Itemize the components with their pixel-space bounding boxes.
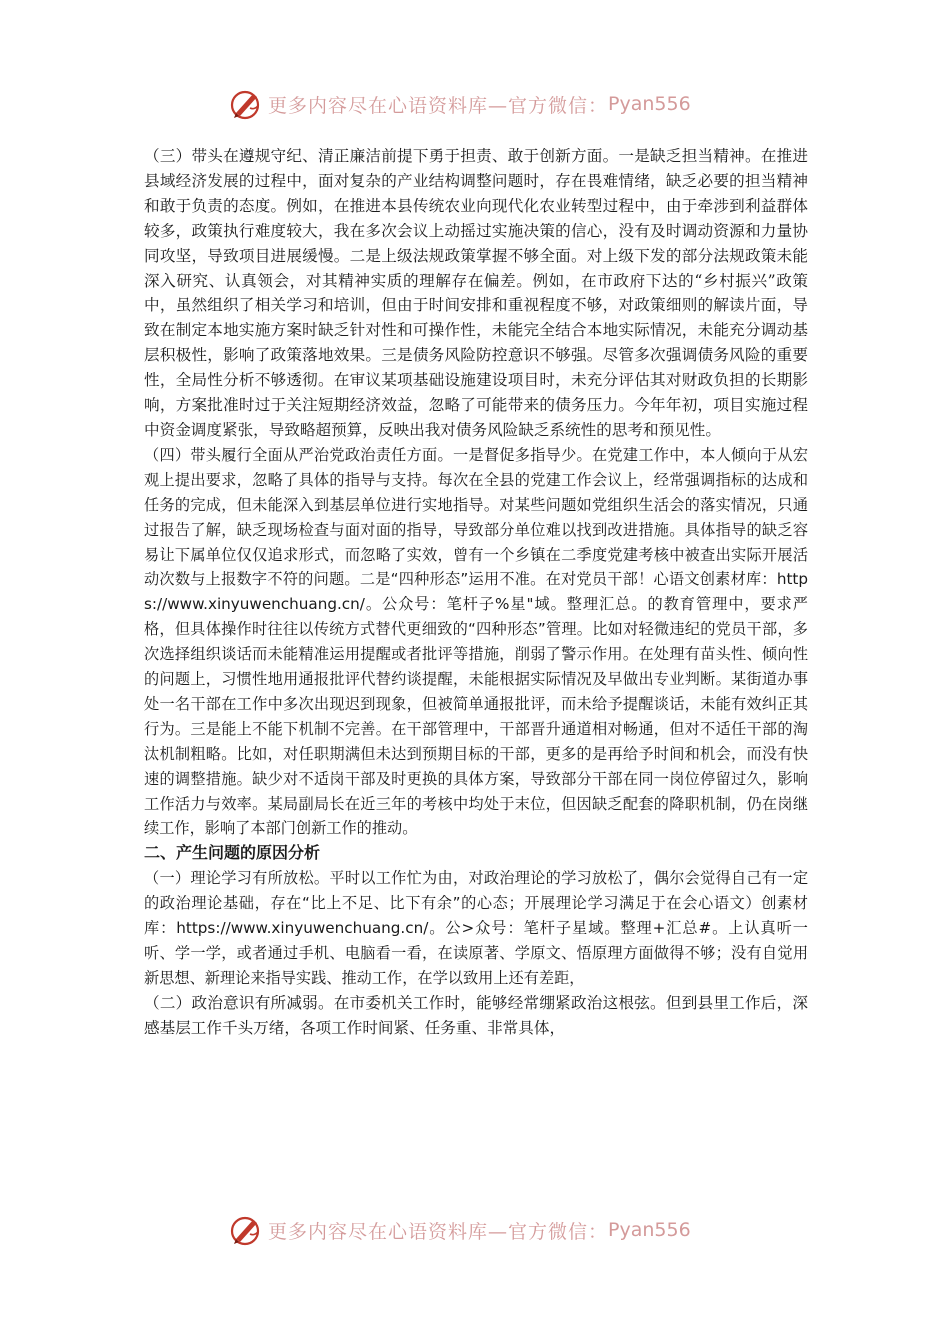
paragraph-reason-1: （一）理论学习有所放松。平时以工作忙为由，对政治理论的学习放松了，偶尔会觉得自己有一定的政治理论基础，存在“比上不足、比下有余”的心态；开展理论学习满足于在会心语文）创素材库：https://www.xinyuwenchuang.cn/。公>众号：笔杆子星域。整理+汇总#。上认真听一听、学一学，或者通过手机、电脑看一看，在读原著、学原文、悟原理方面做得不够；没有自觉用新思想、新理论来指导实践、推动工作，在学以致用上还有差距， xyxy=(144,869,808,987)
banner-text: 更多内容尽在心语资料库—官方微信： xyxy=(268,1220,609,1243)
footer-watermark-banner xyxy=(228,1210,748,1250)
banner-text: 更多内容尽在心语资料库—官方微信： xyxy=(268,94,609,117)
paragraph-3: （三）带头在遵规守纪、清正廉洁前提下勇于担责、敢于创新方面。一是缺乏担当精神。在推进县域经济发展的过程中，面对复杂的产业结构调整问题时，存在畏难情绪，缺乏必要的担当精神和敢于负责的态度。例如，在推进本县传统农业向现代化农业转型过程中，由于牵涉到利益群体较多，政策执行难度较大，我在多次会议上动摇过实施决策的信心，没有及时调动资源和力量协同攻坚，导致项目进展缓慢。二是上级法规政策掌握不够全面。对上级下发的部分法规政策未能深入研究、认真领会，对其精神实质的理解存在偏差。例如，在市政府下达的“乡村振兴”政策中，虽然组织了相关学习和培训，但由于时间安排和重视程度不够，对政策细则的解读片面，导致在制定本地实施方案时缺乏针对性和可操作性，未能完全结合本地实际情况，未能充分调动基层积极性，影响了政策落地效果。三是债务风险防控意识不够强。尽管多次强调债务风险的重要性，全局性分析不够透彻。在审议某项基础设施建设项目时，未充分评估其对财政负担的长期影响，方案批准时过于关注短期经济效益，忽略了可能带来的债务压力。今年年初，项目实施过程中资金调度紧张，导致略超预算，反映出我对债务风险缺乏系统性的思考和预见性。 xyxy=(144,147,808,439)
paragraph-4: （四）带头履行全面从严治党政治责任方面。一是督促多指导少。在党建工作中，本人倾向于从宏观上提出要求，忽略了具体的指导与支持。每次在全县的党建工作会议上，经常强调指标的达成和任务的完成，但未能深入到基层单位进行实地指导。对某些问题如党组织生活会的落实情况，只通过报告了解，缺乏现场检查与面对面的指导，导致部分单位难以找到改进措施。具体指导的缺乏容易让下属单位仅仅追求形式，而忽略了实效，曾有一个乡镇在二季度党建考核中被查出实际开展活动次数与上报数字不符的问题。二是“四种形态”运用不准。在对党员干部！心语文创素材库：https://www.xinyuwenchuang.cn/。公众号：笔杆子%星"域。整理汇总。的教育管理中，要求严格，但具体操作时往往以传统方式替代更细致的“四种形态”管理。比如对轻微违纪的党员干部，多次选择组织谈话而未能精准运用提醒或者批评等措施，削弱了警示作用。在处理有苗头性、倾向性的问题上，习惯性地用通报批评代替约谈提醒，未能根据实际情况及早做出专业判断。某街道办事处一名干部在工作中多次出现迟到现象，但被简单通报批评，而未给予提醒谈话，未能有效纠正其行为。三是能上不能下机制不完善。在干部管理中，干部晋升通道相对畅通，但对不适任干部的淘汰机制粗略。比如，对任职期满但未达到预期目标的干部，更多的是再给予时间和机会，而没有快速的调整措施。缺少对不适岗干部及时更换的具体方案，导致部分干部在同一岗位停留过久，影响工作活力与效率。某局副局长在近三年的考核中均处于末位，但因缺乏配套的降职机制，仍在岗继续工作，影响了本部门创新工作的推动。 xyxy=(144,445,808,838)
paragraph-reason-2: （二）政治意识有所减弱。在市委机关工作时，能够经常绷紧政治这根弦。但到县里工作后，深感基层工作千头万绪，各项工作时间紧、任务重、非常具体， xyxy=(144,993,808,1037)
header-watermark-banner xyxy=(228,84,748,124)
banner-wechat-id: Pyan556 xyxy=(608,93,691,115)
banner-wechat-id: Pyan556 xyxy=(608,1219,691,1241)
section-heading: 二、产生问题的原因分析 xyxy=(144,843,321,863)
pen-logo-icon xyxy=(228,1212,264,1248)
pen-logo-icon xyxy=(228,86,264,122)
document-body xyxy=(144,144,808,1041)
